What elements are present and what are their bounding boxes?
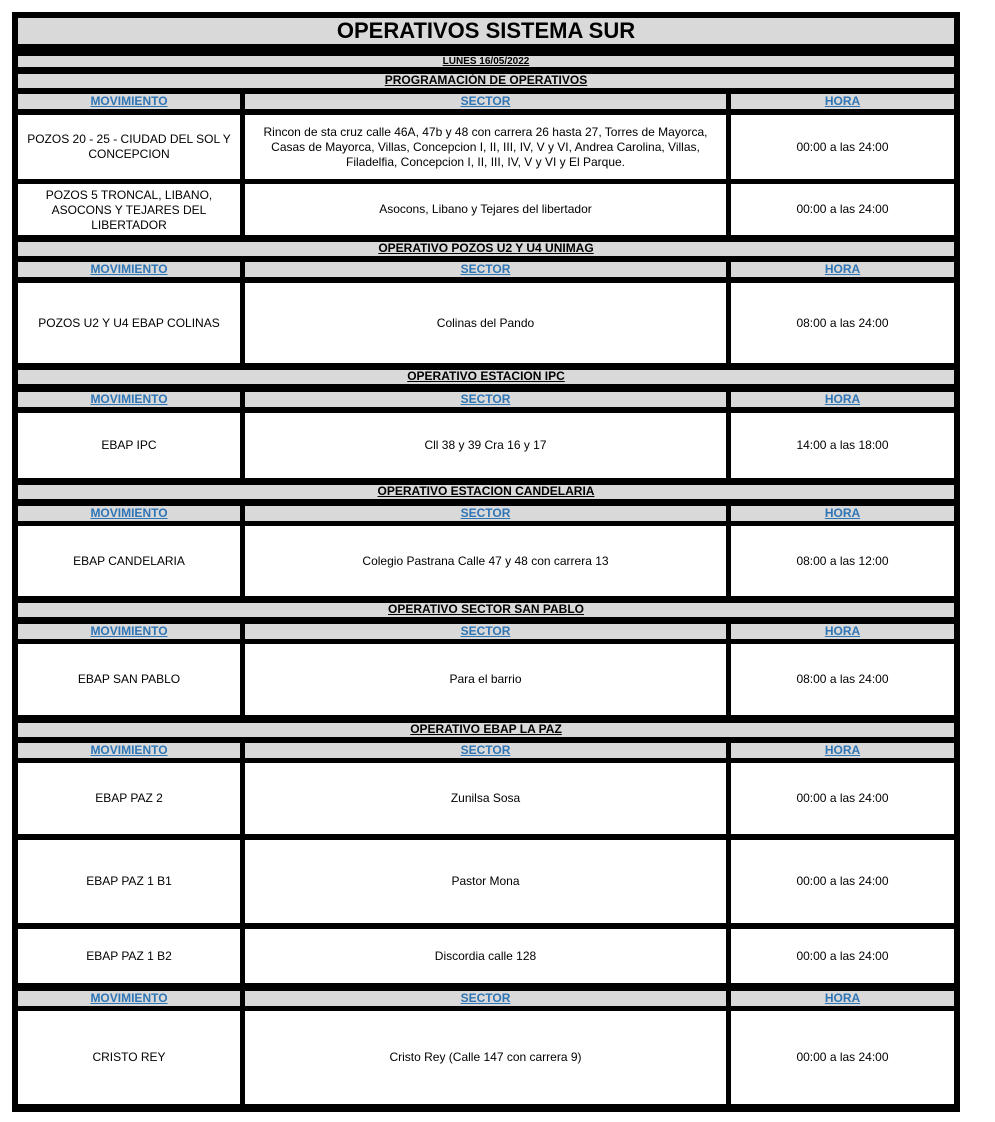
header-movimiento: MOVIMIENTO [18, 991, 240, 1006]
cell-hora: 08:00 a las 24:00 [731, 644, 954, 715]
cell-sector: Rincon de sta cruz calle 46A, 47b y 48 con carrera 26 hasta 27, Torres de Mayorca, Casas de Mayorca, Villas, Concepcion I, II, III, IV, V y VI, Andrea Carolina, Villas, Filadelfia, Concepcion I, II, III, IV, V y VI y El Parque. [245, 115, 726, 179]
table-row [18, 184, 954, 235]
cell-sector: Pastor Mona [245, 840, 726, 923]
table-row [18, 644, 954, 715]
table-header [18, 743, 954, 758]
header-movimiento: MOVIMIENTO [18, 94, 240, 109]
cell-hora: 00:00 a las 24:00 [731, 1011, 954, 1104]
header-movimiento: MOVIMIENTO [18, 392, 240, 407]
cell-hora: 08:00 a las 24:00 [731, 283, 954, 363]
section-title-sanpablo: OPERATIVO SECTOR SAN PABLO [18, 603, 954, 617]
page-title: OPERATIVOS SISTEMA SUR [18, 18, 954, 44]
cell-movimiento: EBAP PAZ 2 [18, 763, 240, 834]
cell-hora: 00:00 a las 24:00 [731, 840, 954, 923]
header-sector: SECTOR [245, 262, 726, 277]
cell-sector: Asocons, Libano y Tejares del libertador [245, 184, 726, 235]
header-movimiento: MOVIMIENTO [18, 262, 240, 277]
cell-sector: Discordia calle 128 [245, 929, 726, 983]
cell-movimiento: POZOS U2 Y U4 EBAP COLINAS [18, 283, 240, 363]
section-title-unimag: OPERATIVO POZOS U2 Y U4 UNIMAG [18, 242, 954, 256]
table-row [18, 1011, 954, 1104]
table-row [18, 763, 954, 834]
table-row [18, 929, 954, 983]
header-sector: SECTOR [245, 743, 726, 758]
cell-movimiento: CRISTO REY [18, 1011, 240, 1104]
header-sector: SECTOR [245, 624, 726, 639]
cell-sector: Cristo Rey (Calle 147 con carrera 9) [245, 1011, 726, 1104]
table-header [18, 94, 954, 109]
header-hora: HORA [731, 506, 954, 521]
header-movimiento: MOVIMIENTO [18, 506, 240, 521]
cell-movimiento: EBAP IPC [18, 413, 240, 478]
header-hora: HORA [731, 94, 954, 109]
table-header [18, 262, 954, 277]
header-hora: HORA [731, 624, 954, 639]
header-sector: SECTOR [245, 506, 726, 521]
header-movimiento: MOVIMIENTO [18, 743, 240, 758]
header-hora: HORA [731, 743, 954, 758]
cell-movimiento: EBAP PAZ 1 B1 [18, 840, 240, 923]
header-movimiento: MOVIMIENTO [18, 624, 240, 639]
section-title-lapaz: OPERATIVO EBAP LA PAZ [18, 723, 954, 737]
section-title-ipc: OPERATIVO ESTACION IPC [18, 370, 954, 384]
cell-sector: Para el barrio [245, 644, 726, 715]
cell-movimiento: EBAP CANDELARIA [18, 526, 240, 596]
cell-movimiento: EBAP SAN PABLO [18, 644, 240, 715]
header-sector: SECTOR [245, 392, 726, 407]
cell-movimiento: POZOS 5 TRONCAL, LIBANO, ASOCONS Y TEJARES DEL LIBERTADOR [18, 184, 240, 235]
table-header [18, 506, 954, 521]
section-title-candelaria: OPERATIVO ESTACION CANDELARIA [18, 485, 954, 499]
table-header [18, 991, 954, 1006]
header-sector: SECTOR [245, 94, 726, 109]
header-hora: HORA [731, 392, 954, 407]
cell-hora: 00:00 a las 24:00 [731, 184, 954, 235]
cell-sector: Colegio Pastrana Calle 47 y 48 con carrera 13 [245, 526, 726, 596]
cell-hora: 00:00 a las 24:00 [731, 929, 954, 983]
cell-sector: Zunilsa Sosa [245, 763, 726, 834]
cell-hora: 14:00 a las 18:00 [731, 413, 954, 478]
table-row [18, 413, 954, 478]
cell-sector: Cll 38 y 39 Cra 16 y 17 [245, 413, 726, 478]
cell-movimiento: POZOS 20 - 25 - CIUDAD DEL SOL Y CONCEPCION [18, 115, 240, 179]
header-hora: HORA [731, 991, 954, 1006]
operativos-sheet [12, 12, 960, 1112]
cell-hora: 08:00 a las 12:00 [731, 526, 954, 596]
cell-hora: 00:00 a las 24:00 [731, 115, 954, 179]
section-title-programacion: PROGRAMACIÓN DE OPERATIVOS [18, 74, 954, 88]
table-header [18, 624, 954, 639]
cell-sector: Colinas del Pando [245, 283, 726, 363]
date-label: LUNES 16/05/2022 [18, 56, 954, 67]
header-sector: SECTOR [245, 991, 726, 1006]
cell-hora: 00:00 a las 24:00 [731, 763, 954, 834]
table-header [18, 392, 954, 407]
table-row [18, 115, 954, 179]
header-hora: HORA [731, 262, 954, 277]
cell-movimiento: EBAP PAZ 1 B2 [18, 929, 240, 983]
table-row [18, 283, 954, 363]
table-row [18, 840, 954, 923]
table-row [18, 526, 954, 596]
